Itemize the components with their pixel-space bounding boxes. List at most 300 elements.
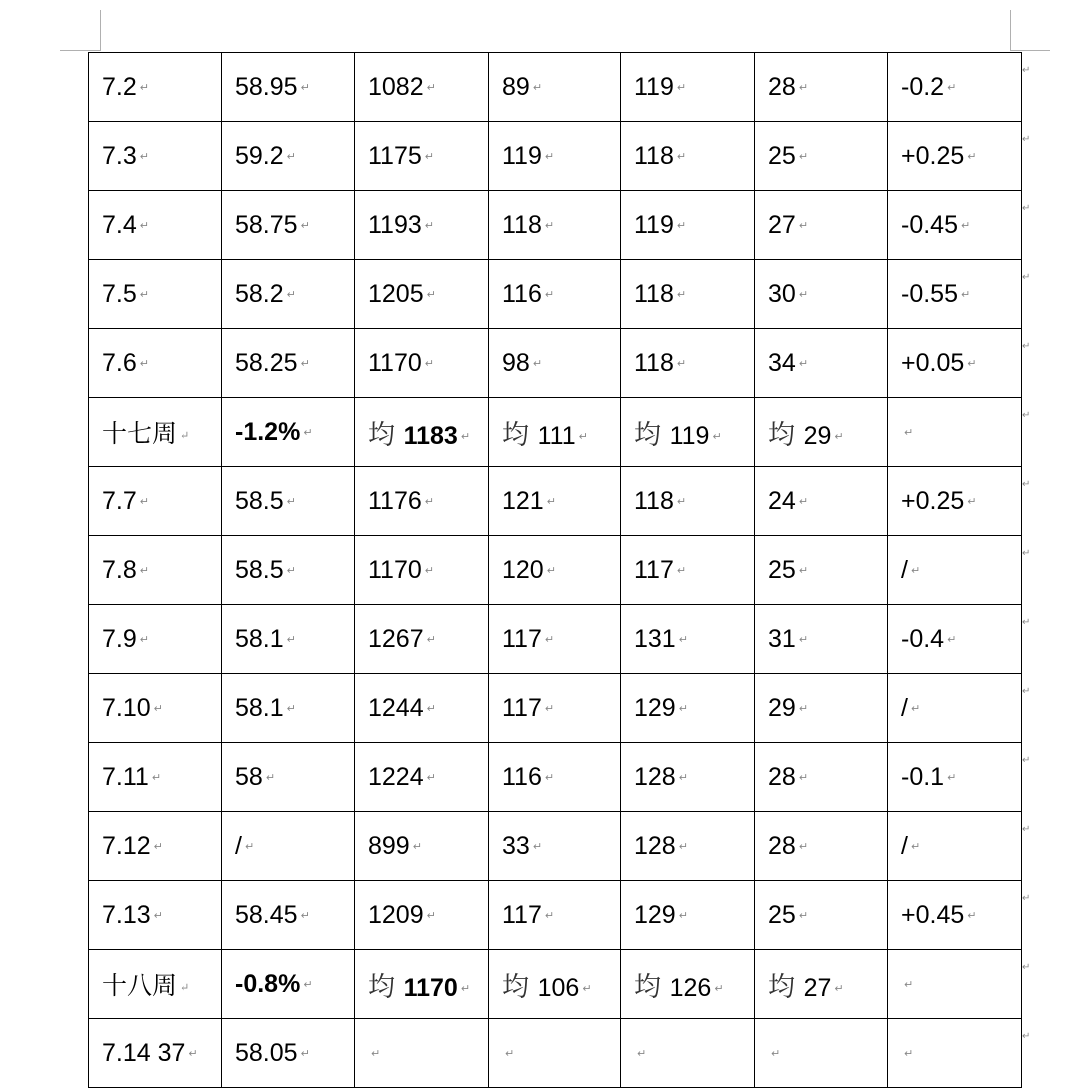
cell-col-4[interactable] xyxy=(489,812,621,881)
cell-end-mark-icon: ↵ xyxy=(139,220,149,233)
table-row xyxy=(89,53,1022,122)
cell-text: 58.2 xyxy=(235,279,284,308)
cell-text: +0.45 xyxy=(901,900,965,929)
cell-text: 58.5 xyxy=(235,555,284,584)
average-prefix: 均 xyxy=(768,419,804,451)
cell-text: 7.12 xyxy=(102,831,151,860)
cell-end-mark-icon: ↵ xyxy=(544,634,555,647)
cell-text: 58.25 xyxy=(235,348,298,377)
cell-col-4[interactable] xyxy=(489,53,621,122)
cell-end-mark-icon: ↵ xyxy=(532,82,543,95)
cell-end-mark-icon: ↵ xyxy=(188,1048,198,1061)
cell-text: 117 xyxy=(502,693,542,722)
cell-text: 117 xyxy=(502,900,542,929)
cell-text: 131 xyxy=(634,624,676,653)
cell-change[interactable] xyxy=(888,950,1022,1019)
cell-end-mark-icon: ↵ xyxy=(676,82,687,95)
cell-total[interactable] xyxy=(355,260,489,329)
cell-end-mark-icon: ↵ xyxy=(967,910,977,923)
cell-col-5[interactable] xyxy=(621,536,755,605)
cell-text: 119 xyxy=(634,72,674,101)
cell-change[interactable] xyxy=(888,191,1022,260)
cell-end-mark-icon: ↵ xyxy=(678,634,688,647)
row-end-mark-icon: ↵ xyxy=(1022,409,1031,421)
cell-value[interactable] xyxy=(222,191,355,260)
cell-text: / xyxy=(901,831,908,860)
cell-end-mark-icon: ↵ xyxy=(371,1048,381,1061)
cell-change[interactable] xyxy=(888,743,1022,812)
cell-end-mark-icon: ↵ xyxy=(300,910,310,923)
cell-change[interactable] xyxy=(888,122,1022,191)
cell-end-mark-icon: ↵ xyxy=(798,496,809,509)
cell-total[interactable] xyxy=(355,329,489,398)
cell-end-mark-icon: ↵ xyxy=(947,634,957,647)
cell-end-mark-icon: ↵ xyxy=(798,703,809,716)
average-prefix: 均 xyxy=(502,971,538,1003)
cell-date[interactable] xyxy=(89,950,222,1019)
crop-mark-top-left-vertical xyxy=(100,10,101,50)
cell-end-mark-icon: ↵ xyxy=(300,358,310,371)
cell-end-mark-icon: ↵ xyxy=(712,431,722,444)
cell-total[interactable] xyxy=(355,53,489,122)
cell-col-6[interactable] xyxy=(755,1019,888,1088)
cell-text: 7.6 xyxy=(102,348,137,377)
cell-end-mark-icon: ↵ xyxy=(544,289,555,302)
cell-end-mark-icon: ↵ xyxy=(180,981,190,994)
cell-text: 121 xyxy=(502,486,544,515)
cell-end-mark-icon: ↵ xyxy=(544,151,555,164)
table-row xyxy=(89,467,1022,536)
cell-end-mark-icon: ↵ xyxy=(910,703,921,716)
cell-text: 58.95 xyxy=(235,72,298,101)
cell-end-mark-icon: ↵ xyxy=(960,220,971,233)
table-row xyxy=(89,674,1022,743)
cell-col-4[interactable] xyxy=(489,329,621,398)
cell-text: -0.2 xyxy=(901,72,945,101)
cell-text: 十七周 xyxy=(102,419,178,448)
cell-text: 119 xyxy=(502,141,542,170)
cell-end-mark-icon: ↵ xyxy=(424,151,434,164)
cell-text: 28 xyxy=(768,762,796,791)
cell-text: 118 xyxy=(634,486,674,515)
cell-text: 34 xyxy=(768,348,796,377)
cell-value[interactable] xyxy=(222,53,355,122)
cell-col-4[interactable] xyxy=(489,674,621,743)
cell-col-6[interactable] xyxy=(755,122,888,191)
cell-end-mark-icon: ↵ xyxy=(286,565,296,578)
cell-text: 25 xyxy=(768,900,796,929)
cell-change[interactable] xyxy=(888,674,1022,743)
row-end-mark-icon: ↵ xyxy=(1022,961,1031,973)
cell-text: 1170 xyxy=(368,555,422,584)
cell-end-mark-icon: ↵ xyxy=(798,289,809,302)
cell-text: 89 xyxy=(502,72,530,101)
cell-text: 25 xyxy=(768,141,796,170)
cell-col-4[interactable] xyxy=(489,605,621,674)
cell-end-mark-icon: ↵ xyxy=(286,703,296,716)
cell-col-4[interactable] xyxy=(489,536,621,605)
cell-value[interactable] xyxy=(222,605,355,674)
cell-change[interactable] xyxy=(888,329,1022,398)
cell-text: 33 xyxy=(502,831,530,860)
cell-end-mark-icon: ↵ xyxy=(834,983,844,996)
cell-end-mark-icon: ↵ xyxy=(676,289,687,302)
cell-col-4[interactable] xyxy=(489,881,621,950)
cell-col-5[interactable] xyxy=(621,674,755,743)
cell-value[interactable] xyxy=(222,881,355,950)
cell-total[interactable] xyxy=(355,605,489,674)
cell-date[interactable] xyxy=(89,1019,222,1088)
cell-col-4[interactable] xyxy=(489,1019,621,1088)
cell-end-mark-icon: ↵ xyxy=(544,220,555,233)
cell-end-mark-icon: ↵ xyxy=(676,496,687,509)
cell-end-mark-icon: ↵ xyxy=(678,703,688,716)
cell-end-mark-icon: ↵ xyxy=(904,979,914,992)
cell-date[interactable] xyxy=(89,398,222,467)
cell-text: 120 xyxy=(502,555,544,584)
cell-end-mark-icon: ↵ xyxy=(286,496,296,509)
cell-col-6[interactable] xyxy=(755,605,888,674)
cell-end-mark-icon: ↵ xyxy=(676,565,687,578)
cell-text: 118 xyxy=(502,210,542,239)
cell-col-5[interactable] xyxy=(621,812,755,881)
cell-value[interactable] xyxy=(222,743,355,812)
cell-text: 7.10 xyxy=(102,693,151,722)
cell-text: 58.45 xyxy=(235,900,298,929)
cell-text: -0.45 xyxy=(901,210,958,239)
cell-value[interactable] xyxy=(222,329,355,398)
cell-text: 59.2 xyxy=(235,141,284,170)
row-end-mark-icon: ↵ xyxy=(1022,64,1031,76)
cell-end-mark-icon: ↵ xyxy=(139,496,149,509)
cell-col-6[interactable] xyxy=(755,467,888,536)
cell-value[interactable] xyxy=(222,812,355,881)
cell-end-mark-icon: ↵ xyxy=(303,979,313,992)
cell-text: 1170 xyxy=(368,348,422,377)
cell-col-6[interactable] xyxy=(755,329,888,398)
cell-end-mark-icon: ↵ xyxy=(544,910,555,923)
cell-col-5[interactable] xyxy=(621,398,755,467)
cell-col-5[interactable] xyxy=(621,191,755,260)
row-end-mark-icon: ↵ xyxy=(1022,823,1031,835)
cell-total[interactable] xyxy=(355,1019,489,1088)
cell-text: 28 xyxy=(768,831,796,860)
cell-change[interactable] xyxy=(888,398,1022,467)
cell-date[interactable] xyxy=(89,191,222,260)
cell-text: 1267 xyxy=(368,624,424,653)
cell-text: / xyxy=(235,831,242,860)
cell-end-mark-icon: ↵ xyxy=(180,429,190,442)
cell-text: 7.5 xyxy=(102,279,137,308)
cell-date[interactable] xyxy=(89,53,222,122)
cell-col-6[interactable] xyxy=(755,674,888,743)
row-end-mark-icon: ↵ xyxy=(1022,340,1031,352)
cell-text: 58 xyxy=(235,762,263,791)
cell-end-mark-icon: ↵ xyxy=(798,358,809,371)
cell-col-6[interactable] xyxy=(755,398,888,467)
table-row xyxy=(89,605,1022,674)
cell-end-mark-icon: ↵ xyxy=(582,983,592,996)
cell-end-mark-icon: ↵ xyxy=(139,82,149,95)
table-row xyxy=(89,260,1022,329)
cell-col-6[interactable] xyxy=(755,743,888,812)
cell-end-mark-icon: ↵ xyxy=(947,82,957,95)
cell-total[interactable] xyxy=(355,674,489,743)
table-row xyxy=(89,1019,1022,1088)
cell-change[interactable] xyxy=(888,812,1022,881)
cell-date[interactable] xyxy=(89,536,222,605)
cell-text: 24 xyxy=(768,486,796,515)
cell-col-4[interactable] xyxy=(489,743,621,812)
cell-end-mark-icon: ↵ xyxy=(798,565,809,578)
crop-mark-top-left-horizontal xyxy=(60,50,101,51)
cell-end-mark-icon: ↵ xyxy=(960,289,971,302)
cell-end-mark-icon: ↵ xyxy=(967,151,977,164)
cell-end-mark-icon: ↵ xyxy=(798,634,809,647)
cell-text: 7.9 xyxy=(102,624,137,653)
cell-text: +0.05 xyxy=(901,348,965,377)
cell-total[interactable] xyxy=(355,398,489,467)
cell-end-mark-icon: ↵ xyxy=(300,220,310,233)
cell-end-mark-icon: ↵ xyxy=(303,427,313,440)
average-prefix: 均 xyxy=(368,971,404,1003)
row-end-mark-icon: ↵ xyxy=(1022,754,1031,766)
cell-end-mark-icon: ↵ xyxy=(265,772,276,785)
cell-change[interactable] xyxy=(888,260,1022,329)
cell-text: 1244 xyxy=(368,693,424,722)
cell-end-mark-icon: ↵ xyxy=(678,772,688,785)
cell-col-6[interactable] xyxy=(755,191,888,260)
cell-text: 1175 xyxy=(368,141,422,170)
cell-col-6[interactable] xyxy=(755,260,888,329)
cell-text: 28 xyxy=(768,72,796,101)
cell-change[interactable] xyxy=(888,881,1022,950)
row-end-mark-icon: ↵ xyxy=(1022,1030,1031,1042)
cell-end-mark-icon: ↵ xyxy=(426,289,436,302)
cell-end-mark-icon: ↵ xyxy=(637,1048,647,1061)
average-prefix: 均 xyxy=(368,419,404,451)
cell-total[interactable] xyxy=(355,536,489,605)
cell-value[interactable] xyxy=(222,467,355,536)
cell-text: 128 xyxy=(634,831,676,860)
cell-col-6[interactable] xyxy=(755,881,888,950)
cell-change[interactable] xyxy=(888,1019,1022,1088)
cell-end-mark-icon: ↵ xyxy=(244,841,255,854)
cell-end-mark-icon: ↵ xyxy=(151,772,162,785)
cell-end-mark-icon: ↵ xyxy=(546,496,556,509)
row-end-mark-icon: ↵ xyxy=(1022,892,1031,904)
cell-col-5[interactable] xyxy=(621,53,755,122)
cell-end-mark-icon: ↵ xyxy=(714,983,724,996)
cell-col-4[interactable] xyxy=(489,950,621,1019)
cell-total[interactable] xyxy=(355,191,489,260)
cell-text: / xyxy=(901,555,908,584)
row-end-mark-icon: ↵ xyxy=(1022,616,1031,628)
row-end-mark-icon: ↵ xyxy=(1022,271,1031,283)
cell-col-5[interactable] xyxy=(621,950,755,1019)
cell-text: 27 xyxy=(803,973,832,1002)
average-prefix: 均 xyxy=(768,971,804,1003)
cell-value[interactable] xyxy=(222,1019,355,1088)
cell-text: 1183 xyxy=(403,421,458,450)
cell-end-mark-icon: ↵ xyxy=(544,772,555,785)
cell-col-6[interactable] xyxy=(755,53,888,122)
cell-text: 116 xyxy=(502,762,542,791)
cell-col-5[interactable] xyxy=(621,881,755,950)
cell-col-5[interactable] xyxy=(621,605,755,674)
row-end-mark-icon: ↵ xyxy=(1022,547,1031,559)
cell-end-mark-icon: ↵ xyxy=(412,841,422,854)
cell-date[interactable] xyxy=(89,881,222,950)
cell-text: 7.11 xyxy=(102,762,149,791)
cell-end-mark-icon: ↵ xyxy=(153,910,163,923)
cell-end-mark-icon: ↵ xyxy=(904,1048,914,1061)
cell-text: 58.1 xyxy=(235,624,284,653)
cell-text: 25 xyxy=(768,555,796,584)
cell-change[interactable] xyxy=(888,467,1022,536)
average-prefix: 均 xyxy=(634,971,670,1003)
cell-end-mark-icon: ↵ xyxy=(426,82,436,95)
cell-end-mark-icon: ↵ xyxy=(426,634,436,647)
cell-date[interactable] xyxy=(89,674,222,743)
cell-text: 1176 xyxy=(368,486,422,515)
cell-text: 31 xyxy=(768,624,796,653)
cell-value[interactable] xyxy=(222,260,355,329)
cell-end-mark-icon: ↵ xyxy=(424,565,434,578)
cell-text: 7.13 xyxy=(102,900,151,929)
row-end-mark-icon: ↵ xyxy=(1022,685,1031,697)
cell-col-6[interactable] xyxy=(755,536,888,605)
cell-change[interactable] xyxy=(888,53,1022,122)
cell-date[interactable] xyxy=(89,260,222,329)
cell-col-6[interactable] xyxy=(755,812,888,881)
cell-text: 7.14 37 xyxy=(102,1038,186,1067)
cell-text: 118 xyxy=(634,279,674,308)
cell-col-5[interactable] xyxy=(621,122,755,191)
cell-text: 1082 xyxy=(368,72,424,101)
cell-end-mark-icon: ↵ xyxy=(771,1048,781,1061)
cell-col-4[interactable] xyxy=(489,398,621,467)
cell-end-mark-icon: ↵ xyxy=(910,841,921,854)
cell-col-6[interactable] xyxy=(755,950,888,1019)
cell-date[interactable] xyxy=(89,605,222,674)
cell-end-mark-icon: ↵ xyxy=(424,358,434,371)
cell-col-4[interactable] xyxy=(489,191,621,260)
row-end-mark-icon: ↵ xyxy=(1022,202,1031,214)
cell-end-mark-icon: ↵ xyxy=(676,151,687,164)
cell-end-mark-icon: ↵ xyxy=(426,703,436,716)
cell-col-5[interactable] xyxy=(621,1019,755,1088)
cell-value[interactable] xyxy=(222,122,355,191)
data-table-body xyxy=(89,53,1022,1088)
week-summary-row xyxy=(89,398,1022,467)
cell-text: 29 xyxy=(803,421,832,450)
cell-date[interactable] xyxy=(89,467,222,536)
cell-col-5[interactable] xyxy=(621,467,755,536)
cell-end-mark-icon: ↵ xyxy=(967,358,977,371)
cell-text: 1170 xyxy=(403,973,458,1002)
cell-text: -0.8% xyxy=(235,969,301,998)
cell-date[interactable] xyxy=(89,122,222,191)
cell-end-mark-icon: ↵ xyxy=(139,358,149,371)
cell-end-mark-icon: ↵ xyxy=(505,1048,515,1061)
cell-text: -0.1 xyxy=(901,762,945,791)
cell-col-5[interactable] xyxy=(621,329,755,398)
cell-text: -0.55 xyxy=(901,279,958,308)
cell-value[interactable] xyxy=(222,536,355,605)
cell-value[interactable] xyxy=(222,950,355,1019)
cell-end-mark-icon: ↵ xyxy=(139,289,149,302)
cell-text: +0.25 xyxy=(901,141,965,170)
row-end-mark-icon: ↵ xyxy=(1022,133,1031,145)
cell-date[interactable] xyxy=(89,329,222,398)
cell-end-mark-icon: ↵ xyxy=(798,910,809,923)
cell-end-mark-icon: ↵ xyxy=(546,565,556,578)
cell-text: / xyxy=(901,693,908,722)
cell-text: 1224 xyxy=(368,762,424,791)
cell-text: 7.7 xyxy=(102,486,137,515)
cell-text: 118 xyxy=(634,348,674,377)
cell-text: 1209 xyxy=(368,900,424,929)
cell-end-mark-icon: ↵ xyxy=(578,431,588,444)
week-summary-row xyxy=(89,950,1022,1019)
cell-date[interactable] xyxy=(89,812,222,881)
cell-text: 126 xyxy=(669,973,712,1002)
table-row xyxy=(89,122,1022,191)
cell-text: 899 xyxy=(368,831,410,860)
cell-end-mark-icon: ↵ xyxy=(300,1048,310,1061)
cell-end-mark-icon: ↵ xyxy=(798,82,809,95)
cell-col-4[interactable] xyxy=(489,260,621,329)
cell-text: 58.1 xyxy=(235,693,284,722)
cell-text: -0.4 xyxy=(901,624,945,653)
cell-end-mark-icon: ↵ xyxy=(424,496,434,509)
cell-total[interactable] xyxy=(355,950,489,1019)
cell-col-5[interactable] xyxy=(621,260,755,329)
cell-end-mark-icon: ↵ xyxy=(460,431,471,444)
cell-text: 7.8 xyxy=(102,555,137,584)
cell-date[interactable] xyxy=(89,743,222,812)
average-prefix: 均 xyxy=(502,419,538,451)
cell-text: 129 xyxy=(634,693,676,722)
cell-end-mark-icon: ↵ xyxy=(967,496,977,509)
cell-end-mark-icon: ↵ xyxy=(947,772,957,785)
cell-value[interactable] xyxy=(222,674,355,743)
cell-end-mark-icon: ↵ xyxy=(678,910,688,923)
cell-total[interactable] xyxy=(355,743,489,812)
cell-col-4[interactable] xyxy=(489,467,621,536)
cell-text: 117 xyxy=(502,624,542,653)
cell-change[interactable] xyxy=(888,605,1022,674)
row-end-mark-icon: ↵ xyxy=(1022,478,1031,490)
cell-total[interactable] xyxy=(355,881,489,950)
cell-total[interactable] xyxy=(355,467,489,536)
cell-text: 117 xyxy=(634,555,674,584)
cell-text: 7.2 xyxy=(102,72,137,101)
cell-total[interactable] xyxy=(355,812,489,881)
cell-text: 58.5 xyxy=(235,486,284,515)
cell-value[interactable] xyxy=(222,398,355,467)
cell-change[interactable] xyxy=(888,536,1022,605)
cell-text: 111 xyxy=(537,421,576,450)
cell-end-mark-icon: ↵ xyxy=(286,634,296,647)
cell-text: 29 xyxy=(768,693,796,722)
cell-total[interactable] xyxy=(355,122,489,191)
cell-col-5[interactable] xyxy=(621,743,755,812)
table-row xyxy=(89,191,1022,260)
cell-col-4[interactable] xyxy=(489,122,621,191)
cell-end-mark-icon: ↵ xyxy=(424,220,434,233)
